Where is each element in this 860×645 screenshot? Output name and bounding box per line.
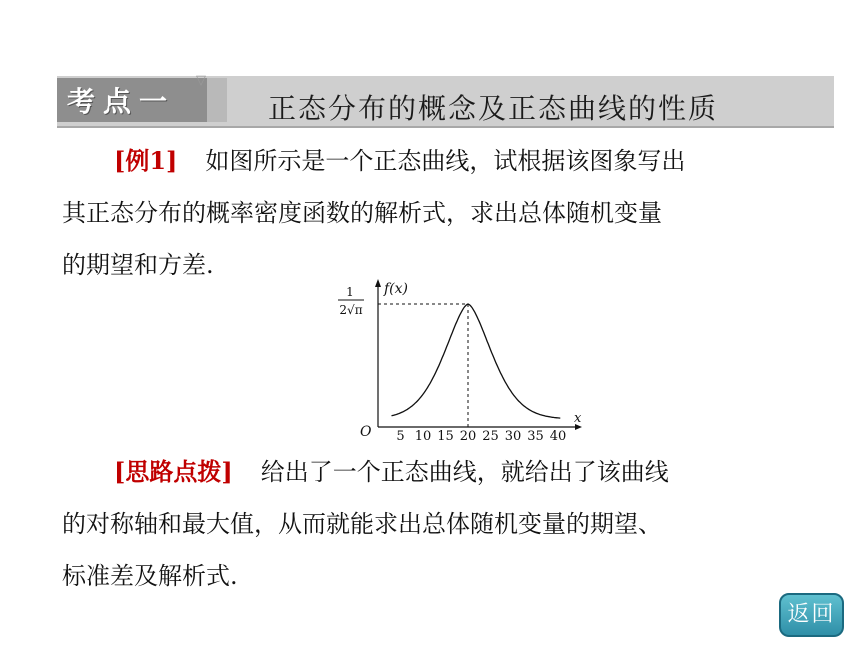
banner-underline bbox=[57, 126, 834, 128]
peak-label-numerator: 1 bbox=[346, 285, 354, 299]
example-line-1: 如图所示是一个正态曲线，试根据该图象写出 bbox=[205, 147, 686, 175]
normal-curve-svg bbox=[330, 277, 590, 447]
example-paragraph bbox=[62, 135, 802, 291]
hint-line-2: 的对称轴和最大值，从而就能求出总体随机变量的期望、 bbox=[62, 510, 662, 538]
origin-label: O bbox=[360, 424, 372, 440]
example-label: [例1] bbox=[114, 146, 178, 175]
hint-label: [思路点拨] bbox=[114, 457, 233, 486]
peak-label-denominator: 2√π bbox=[339, 303, 363, 317]
x-axis-label: x bbox=[574, 411, 582, 426]
x-tick-label: 10 bbox=[414, 429, 432, 444]
x-tick-label: 15 bbox=[437, 429, 454, 444]
x-tick-labels bbox=[396, 429, 566, 444]
x-tick-label: 40 bbox=[549, 429, 567, 444]
hint-line-3: 标准差及解析式. bbox=[62, 562, 238, 590]
section-tag: 考点一 bbox=[67, 85, 176, 118]
x-tick-label: 35 bbox=[527, 429, 544, 444]
y-axis-label: f(x) bbox=[384, 281, 409, 297]
x-tick-label: 20 bbox=[459, 429, 477, 444]
normal-curve-figure bbox=[330, 277, 590, 447]
triangle-marker-icon: ▽ bbox=[196, 73, 206, 88]
x-tick-label: 25 bbox=[482, 429, 499, 444]
example-line-3: 的期望和方差. bbox=[62, 251, 214, 279]
x-tick-label: 30 bbox=[504, 429, 522, 444]
x-tick-label: 5 bbox=[396, 429, 405, 444]
hint-paragraph bbox=[62, 446, 802, 602]
example-line-2: 其正态分布的概率密度函数的解析式，求出总体随机变量 bbox=[62, 199, 662, 227]
return-button[interactable]: 返回 bbox=[779, 593, 844, 637]
section-topic-title: 正态分布的概念及正态曲线的性质 bbox=[268, 92, 719, 125]
y-axis-arrow bbox=[375, 279, 381, 287]
normal-curve bbox=[392, 304, 561, 418]
hint-line-1: 给出了一个正态曲线，就给出了该曲线 bbox=[260, 458, 669, 486]
